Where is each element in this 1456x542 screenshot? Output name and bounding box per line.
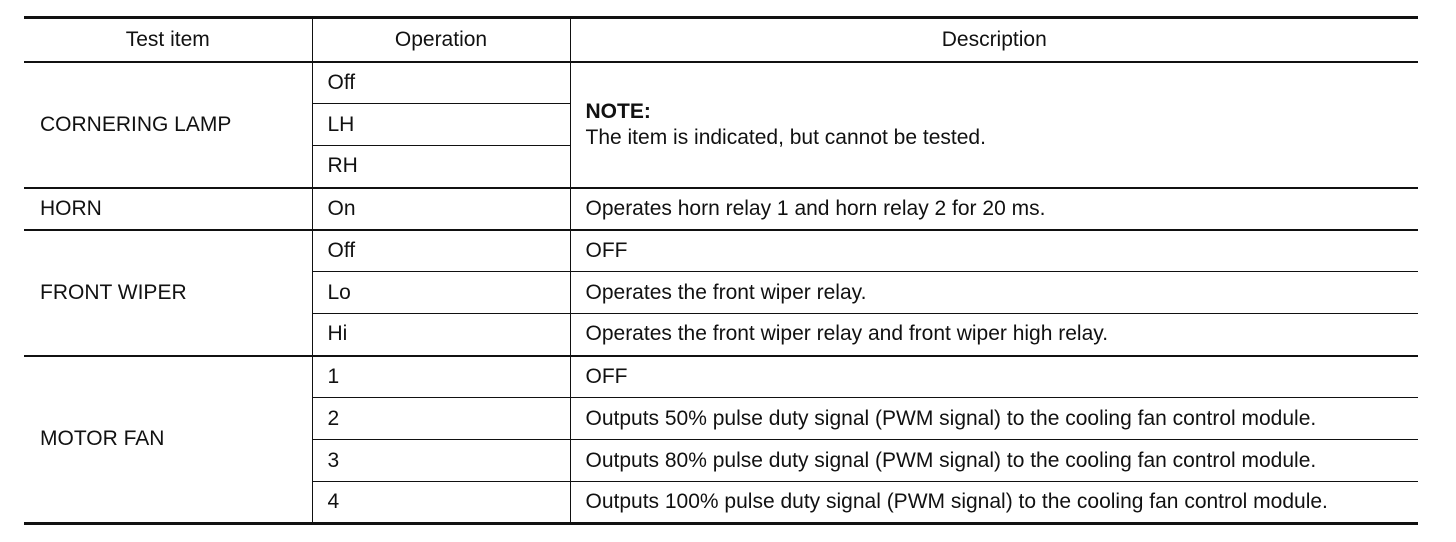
- header-test-item: Test item: [24, 18, 312, 62]
- table-row: [24, 230, 1418, 272]
- operation-cell: Lo: [312, 272, 570, 314]
- operation-cell: Hi: [312, 314, 570, 356]
- description-cell: OFF: [570, 230, 1418, 272]
- description-note-cell: [570, 62, 1418, 188]
- table-row: [24, 188, 1418, 230]
- test-item-front-wiper: FRONT WIPER: [24, 230, 312, 356]
- test-item-horn: HORN: [24, 188, 312, 230]
- description-cell: Operates horn relay 1 and horn relay 2 for 20 ms.: [570, 188, 1418, 230]
- operation-cell: RH: [312, 146, 570, 188]
- header-row: [24, 18, 1418, 62]
- description-cell: Outputs 50% pulse duty signal (PWM signal) to the cooling fan control module.: [570, 398, 1418, 440]
- active-test-table-container: [24, 16, 1418, 525]
- operation-cell: 3: [312, 440, 570, 482]
- operation-cell: 4: [312, 482, 570, 524]
- operation-cell: Off: [312, 62, 570, 104]
- header-operation: Operation: [312, 18, 570, 62]
- table-row: [24, 62, 1418, 104]
- description-cell: Operates the front wiper relay.: [570, 272, 1418, 314]
- test-item-cornering-lamp: CORNERING LAMP: [24, 62, 312, 188]
- table-row: [24, 356, 1418, 398]
- description-cell: Operates the front wiper relay and front wiper high relay.: [570, 314, 1418, 356]
- operation-cell: 2: [312, 398, 570, 440]
- operation-cell: Off: [312, 230, 570, 272]
- active-test-table: [24, 16, 1418, 525]
- description-cell: Outputs 100% pulse duty signal (PWM signal) to the cooling fan control module.: [570, 482, 1418, 524]
- operation-cell: LH: [312, 104, 570, 146]
- description-cell: OFF: [570, 356, 1418, 398]
- note-text: The item is indicated, but cannot be tested.: [585, 125, 986, 149]
- header-description: Description: [570, 18, 1418, 62]
- operation-cell: On: [312, 188, 570, 230]
- note-title: NOTE:: [585, 99, 651, 123]
- description-cell: Outputs 80% pulse duty signal (PWM signal) to the cooling fan control module.: [570, 440, 1418, 482]
- operation-cell: 1: [312, 356, 570, 398]
- test-item-motor-fan: MOTOR FAN: [24, 356, 312, 524]
